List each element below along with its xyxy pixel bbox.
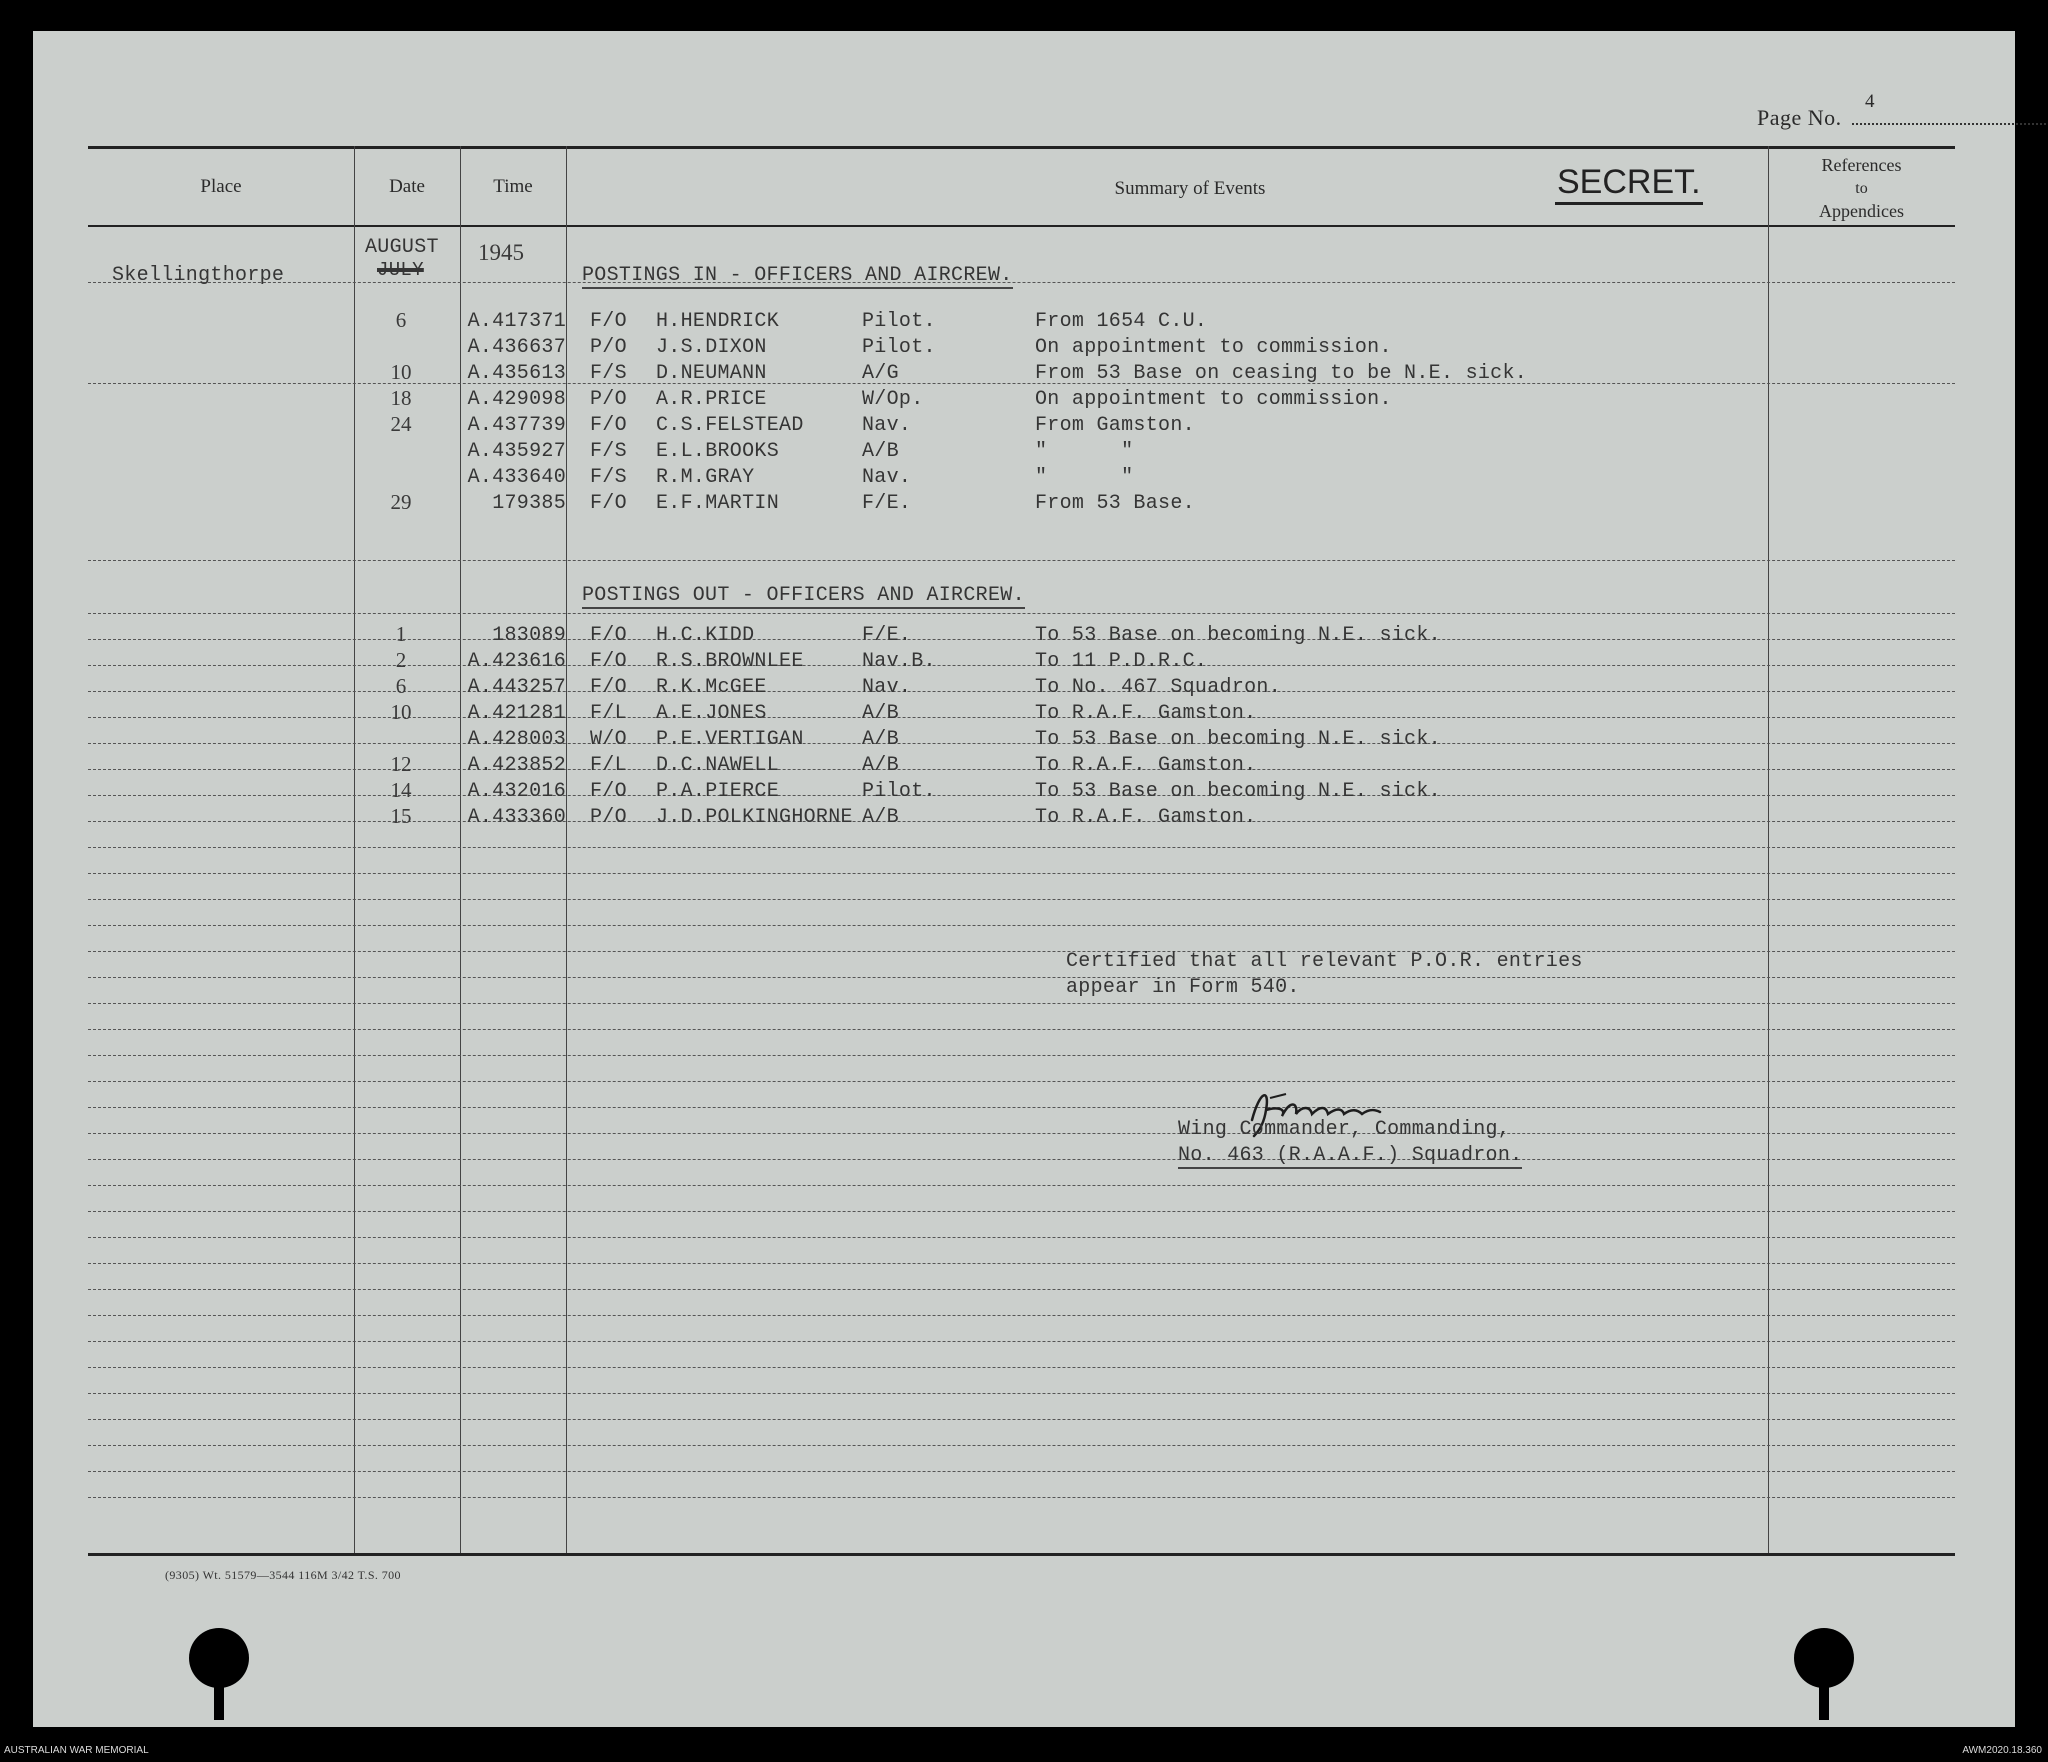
ruled-line [88,1003,1955,1004]
header-references-line-1: References [1821,155,1902,175]
entry-role: A/G [862,362,899,385]
entry-name: D.NEUMANN [656,362,767,385]
entry-role: A/B [862,440,899,463]
ruled-line [88,383,1955,384]
entry-date: 24 [390,412,412,436]
header-time: Time [493,176,533,197]
entry-name: C.S.FELSTEAD [656,414,804,437]
entry-date: 29 [390,490,412,514]
punch-hole-right-slot [1819,1660,1829,1720]
ruled-line [88,1497,1955,1498]
ruled-line [88,821,1955,822]
entry-rank: F/O [590,780,627,803]
footer-archive-label: AUSTRALIAN WAR MEMORIAL [4,1745,149,1756]
ruled-line [88,1185,1955,1186]
entry-rank: F/O [590,310,627,333]
entry-name: R.S.BROWNLEE [656,650,804,673]
footer-reference-id: AWM2020.18.360 [1962,1745,2042,1756]
ruled-line [88,1367,1955,1368]
entry-note: To 53 Base on becoming N.E. sick. [1035,728,1441,751]
entry-rank: F/S [590,440,627,463]
entry-role: Nav. [862,414,912,437]
header-date: Date [389,176,425,197]
ruled-line [88,1315,1955,1316]
entry-service-number: A.433360 [467,806,566,829]
punch-hole-left-slot [214,1660,224,1720]
ruled-line [88,1263,1955,1264]
page-number-label: Page No. [1757,105,1842,130]
entry-role: Pilot. [862,336,936,359]
entry-rank: F/L [590,702,627,725]
entry-rank: F/O [590,650,627,673]
entry-service-number: A.429098 [467,388,566,411]
entry-name: H.C.KIDD [656,624,755,647]
ruled-line [88,795,1955,796]
ruled-line [88,873,1955,874]
entry-note: To R.A.F. Gamston. [1035,702,1257,725]
entry-service-number: A.428003 [467,728,566,751]
entry-note: On appointment to commission. [1035,336,1392,359]
page-number-field [1757,91,1875,131]
entry-name: P.A.PIERCE [656,780,780,803]
entry-role: A/B [862,806,899,829]
entry-rank: P/O [590,388,627,411]
ruled-line [88,1081,1955,1082]
entry-role: A/B [862,754,899,777]
ruled-line [88,1029,1955,1030]
year: 1945 [478,240,524,265]
entry-name: D.C.NAWELL [656,754,780,777]
struck-month: JULY [377,259,424,281]
entry-note: To R.A.F. Gamston. [1035,754,1257,777]
entry-service-number: A.432016 [467,780,566,803]
entry-note: On appointment to commission. [1035,388,1392,411]
ruled-line [88,1237,1955,1238]
entry-service-number: 179385 [492,492,566,515]
certification-line-2: appear in Form 540. [1066,976,1300,999]
entry-service-number: A.436637 [467,336,566,359]
entry-date: 6 [395,674,407,698]
entry-name: A.E.JONES [656,702,767,725]
entry-date: 18 [390,386,412,410]
entry-date: 10 [390,360,412,384]
entry-note: To 53 Base on becoming N.E. sick. [1035,780,1441,803]
month-label: AUGUST [365,236,439,259]
entry-date: 1 [395,622,407,646]
entry-name: P.E.VERTIGAN [656,728,804,751]
entry-date: 6 [395,308,407,332]
certification-line-1: Certified that all relevant P.O.R. entries [1066,950,1583,973]
entry-service-number: A.423616 [467,650,566,673]
entry-rank: F/S [590,362,627,385]
entry-role: A/B [862,702,899,725]
entry-name: E.L.BROOKS [656,440,780,463]
postings-in-title: POSTINGS IN - OFFICERS AND AIRCREW. [582,264,1013,287]
entry-service-number: A.433640 [467,466,566,489]
entry-note: To 11 P.D.R.C. [1035,650,1208,673]
entry-name: J.S.DIXON [656,336,767,359]
ruled-line [88,1419,1955,1420]
entry-service-number: A.435927 [467,440,566,463]
header-references-line-2: to [1855,180,1868,197]
entry-rank: W/O [590,728,627,751]
ruled-line [88,1107,1955,1108]
ruled-line [88,743,1955,744]
ruled-line [88,847,1955,848]
ruled-line [88,560,1955,561]
ruled-line [88,691,1955,692]
ruled-line [88,1055,1955,1056]
entry-rank: F/S [590,466,627,489]
header-bottom-rule [88,225,1955,227]
page-number: 4 [1865,91,1875,112]
header-summary: Summary of Events [1114,178,1266,199]
entry-date: 15 [390,804,412,828]
entry-service-number: A.437739 [467,414,566,437]
entry-note: " " [1035,466,1134,489]
ruled-line [88,717,1955,718]
place-skellingthorpe: Skellingthorpe [112,264,285,287]
entry-role: Nav. [862,466,912,489]
ruled-line [88,1159,1955,1160]
signatory-line-1: Wing Commander, Commanding, [1178,1118,1511,1141]
entry-service-number: A.417371 [467,310,566,333]
entry-date: 2 [395,648,407,672]
entry-role: F/E. [862,492,912,515]
secret-stamp: SECRET. [1555,165,1703,205]
entry-rank: F/O [590,676,627,699]
entry-role: Pilot. [862,310,936,333]
postings-out-title: POSTINGS OUT - OFFICERS AND AIRCREW. [582,584,1025,607]
entry-service-number: A.421281 [467,702,566,725]
ruled-line [88,899,1955,900]
entry-role: F/E. [862,624,912,647]
page-number-dotted-line [1852,123,2048,125]
entry-note: From 53 Base. [1035,492,1195,515]
printer-mark: (9305) Wt. 51579—3544 116M 3/42 T.S. 700 [165,1568,401,1582]
entry-rank: P/O [590,806,627,829]
entry-note: To R.A.F. Gamston. [1035,806,1257,829]
header-place: Place [200,176,242,197]
ruled-line [88,1289,1955,1290]
entry-role: Pilot. [862,780,936,803]
ruled-line [88,282,1955,283]
ruled-line [88,769,1955,770]
header-references [1768,154,1955,223]
entry-name: J.D.POLKINGHORNE [656,806,853,829]
entry-role: Nav.B. [862,650,936,673]
ruled-line [88,1393,1955,1394]
ruled-line [88,951,1955,952]
table-top-rule [88,146,1955,149]
entry-service-number: A.435613 [467,362,566,385]
entry-name: E.F.MARTIN [656,492,780,515]
entry-name: R.K.McGEE [656,676,767,699]
entry-note: From 1654 C.U. [1035,310,1208,333]
entry-role: W/Op. [862,388,924,411]
entry-name: R.M.GRAY [656,466,755,489]
entry-name: H.HENDRICK [656,310,780,333]
ruled-line [88,925,1955,926]
entry-note: From 53 Base on ceasing to be N.E. sick. [1035,362,1528,385]
ruled-line [88,1341,1955,1342]
ruled-line [88,613,1955,614]
document-page [33,31,2015,1727]
entry-date: 12 [390,752,412,776]
entry-rank: F/O [590,492,627,515]
table-bottom-rule [88,1553,1955,1556]
header-references-line-3: Appendices [1819,201,1904,221]
entry-date: 10 [390,700,412,724]
entry-note: " " [1035,440,1134,463]
ruled-line [88,977,1955,978]
signatory-line-2: No. 463 (R.A.A.F.) Squadron. [1178,1144,1523,1167]
entry-note: To No. 467 Squadron. [1035,676,1282,699]
entry-service-number: A.423852 [467,754,566,777]
ruled-line [88,1211,1955,1212]
entry-note: From Gamston. [1035,414,1195,437]
entry-rank: P/O [590,336,627,359]
entry-service-number: 183089 [492,624,566,647]
ruled-line [88,639,1955,640]
entry-role: A/B [862,728,899,751]
entry-rank: F/O [590,624,627,647]
entry-name: A.R.PRICE [656,388,767,411]
entry-rank: F/L [590,754,627,777]
entry-service-number: A.443257 [467,676,566,699]
ruled-line [88,665,1955,666]
entry-role: Nav. [862,676,912,699]
entry-date: 14 [390,778,412,802]
ruled-line [88,1133,1955,1134]
entry-note: To 53 Base on becoming N.E. sick. [1035,624,1441,647]
ruled-line [88,1445,1955,1446]
entry-rank: F/O [590,414,627,437]
ruled-line [88,1471,1955,1472]
